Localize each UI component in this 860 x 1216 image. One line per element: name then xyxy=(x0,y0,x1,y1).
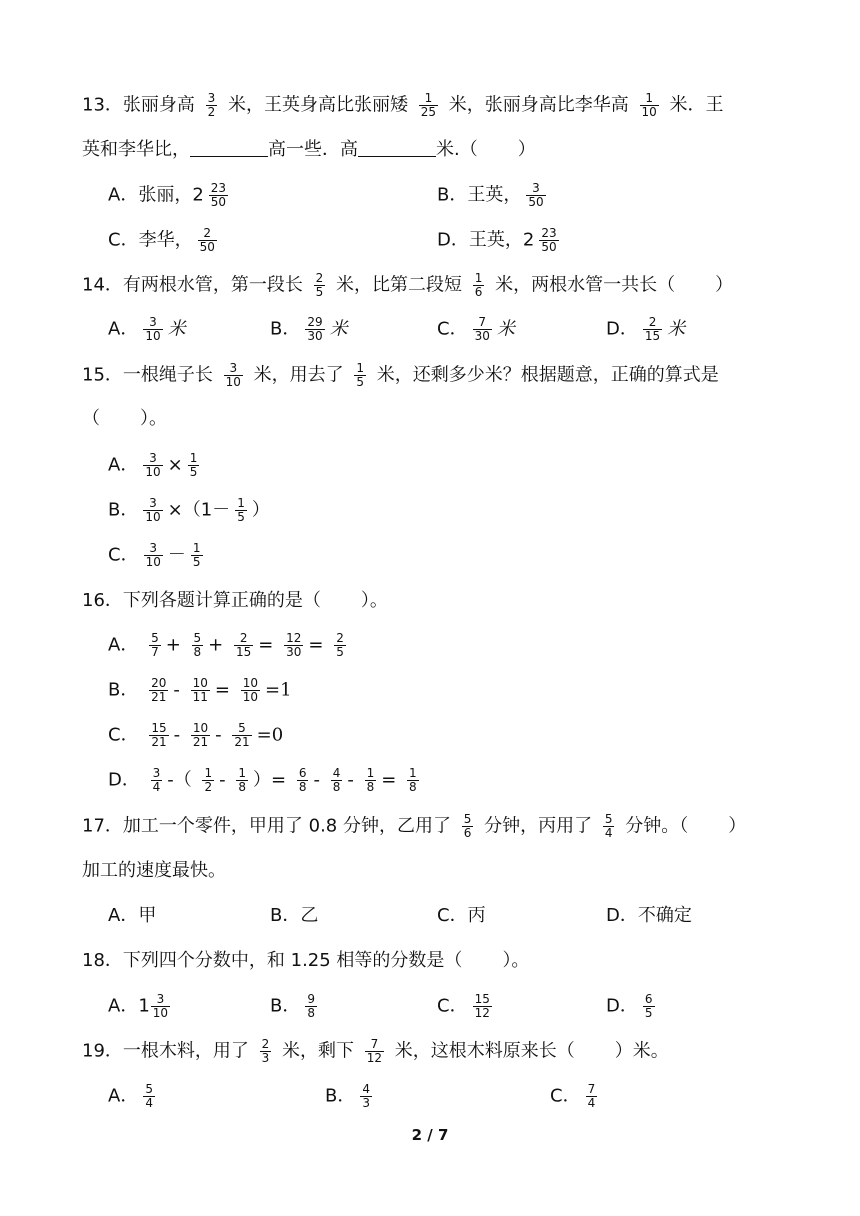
fraction: $\frac{1}{6}$ xyxy=(474,271,483,299)
q13-option-b[interactable]: B．王英， $\frac{3}{50}$ xyxy=(437,181,544,209)
q19-option-c[interactable]: C． $\frac{7}{4}$ xyxy=(550,1082,596,1110)
q16-option-a[interactable]: A． $\frac{5}{7}$ + $\frac{5}{8}$ + $\frac{2}{15}$ = $\frac{12}{30}$ = $\frac{2}{5}$ xyxy=(108,631,344,659)
q15-line2 xyxy=(82,406,790,432)
q14-option-c[interactable]: C． $\frac{7}{30}$ 米 xyxy=(437,315,515,343)
q15-option-b[interactable]: B． $\frac{3}{10}$ ×（1－ $\frac{1}{5}$ ） xyxy=(108,496,270,524)
fraction: $\frac{3}{10}$ xyxy=(225,361,241,389)
q17-text1: 加工一个零件，甲用了 0.8 分钟，乙用了 xyxy=(122,815,451,837)
q13-text1: 张丽身高 xyxy=(122,94,195,116)
q15-close: ）。 xyxy=(140,408,167,429)
q14-number: 14． xyxy=(82,274,123,296)
q18-option-b[interactable]: B． $\frac{9}{8}$ xyxy=(270,992,315,1020)
q13-text3: 米，张丽身高比李华高 xyxy=(448,94,629,116)
q18-option-a[interactable]: A．1 $\frac{3}{10}$ xyxy=(108,992,169,1020)
q18-option-d[interactable]: D． $\frac{6}{5}$ xyxy=(606,992,653,1020)
q18-number: 18． xyxy=(82,950,123,971)
q13-line2 xyxy=(82,137,790,163)
q17-line1 xyxy=(82,813,790,840)
q19-text2: 米，剩下 xyxy=(282,1040,355,1062)
q17-close: ） xyxy=(728,815,747,837)
q13-line1 xyxy=(82,92,790,119)
q14-line1 xyxy=(82,272,790,299)
q19-option-b[interactable]: B． $\frac{4}{3}$ xyxy=(325,1082,370,1110)
q16-close: ）。 xyxy=(360,590,388,611)
answer-blank[interactable] xyxy=(190,138,268,157)
fraction: $\frac{2}{5}$ xyxy=(315,271,324,299)
q16-option-b[interactable]: B． $\frac{20}{21}$ - $\frac{10}{11}$ = $\frac{10}{10}$ =1 xyxy=(108,676,292,704)
q16-number: 16． xyxy=(82,590,123,611)
q13-text4: 米．王 xyxy=(669,94,724,116)
q17-text3: 分钟。（ xyxy=(625,815,689,837)
fraction: $\frac{2}{3}$ xyxy=(261,1037,270,1065)
q13-option-d[interactable]: D．王英，2 $\frac{23}{50}$ xyxy=(437,226,557,254)
q19-text3: 米，这根木料原来长（ xyxy=(394,1040,575,1062)
q19-line1 xyxy=(82,1038,790,1065)
q19-number: 19． xyxy=(82,1040,123,1062)
q18-close: ）。 xyxy=(502,950,530,971)
q14-option-d[interactable]: D． $\frac{2}{15}$ 米 xyxy=(606,315,686,343)
q13-close: ） xyxy=(517,139,536,160)
q13-number: 13． xyxy=(82,94,123,116)
q15-line1 xyxy=(82,362,790,389)
fraction: $\frac{1}{25}$ xyxy=(420,91,437,119)
fraction: $\frac{5}{4}$ xyxy=(604,812,613,840)
fraction: $\frac{1}{10}$ xyxy=(641,91,657,119)
q15-number: 15． xyxy=(82,364,123,386)
q15-text2: 米，用去了 xyxy=(253,364,344,386)
fraction: $\frac{5}{6}$ xyxy=(463,812,472,840)
q14-option-a[interactable]: A． $\frac{3}{10}$ 米 xyxy=(108,315,186,343)
q18-line1 xyxy=(82,948,790,974)
fraction: $\frac{7}{12}$ xyxy=(366,1037,383,1065)
q15-open: （ xyxy=(82,408,100,429)
q16-option-c[interactable]: C． $\frac{15}{21}$ - $\frac{10}{21}$ - $\frac{5}{21}$ =0 xyxy=(108,721,284,749)
answer-blank[interactable] xyxy=(358,138,436,157)
q18-text: 下列四个分数中，和 1.25 相等的分数是（ xyxy=(122,950,463,971)
q15-text1: 一根绳子长 xyxy=(122,364,213,386)
q17-line2: 加工的速度最快。 xyxy=(82,860,226,881)
q15-option-c[interactable]: C． $\frac{3}{10}$ － $\frac{1}{5}$ xyxy=(108,541,201,569)
page-number: 2 / 7 xyxy=(411,1126,449,1144)
q19-close: ）米。 xyxy=(614,1040,669,1062)
q15-option-a[interactable]: A． $\frac{3}{10}$ × $\frac{1}{5}$ xyxy=(108,451,198,479)
q13-line2-text-c: 米.（ xyxy=(436,139,478,160)
q17-option-a[interactable]: A．甲 xyxy=(108,905,157,926)
q17-option-d[interactable]: D．不确定 xyxy=(606,905,692,926)
q16-line1 xyxy=(82,588,790,614)
q14-text3: 米，两根水管一共长（ xyxy=(495,274,676,296)
q17-number: 17． xyxy=(82,815,123,837)
q14-option-b[interactable]: B． $\frac{29}{30}$ 米 xyxy=(270,315,348,343)
q19-option-a[interactable]: A． $\frac{5}{4}$ xyxy=(108,1082,153,1110)
q17-text2: 分钟，丙用了 xyxy=(484,815,593,837)
fraction: $\frac{1}{5}$ xyxy=(356,361,365,389)
q17-option-b[interactable]: B．乙 xyxy=(270,905,319,926)
q19-text1: 一根木料，用了 xyxy=(122,1040,249,1062)
q16-text: 下列各题计算正确的是（ xyxy=(122,590,321,611)
q13-text2: 米，王英身高比张丽矮 xyxy=(228,94,409,116)
q18-option-c[interactable]: C． $\frac{15}{12}$ xyxy=(437,992,490,1020)
q14-close: ） xyxy=(715,274,734,296)
q13-line2-text-a: 英和李华比， xyxy=(82,139,190,160)
q13-option-c[interactable]: C．李华， $\frac{2}{50}$ xyxy=(108,226,215,254)
q17-option-c[interactable]: C．丙 xyxy=(437,905,486,926)
q16-option-d[interactable]: D． $\frac{3}{4}$ -（ $\frac{1}{2}$ - $\frac{1}{8}$ ）= $\frac{6}{8}$ - $\frac{4}{8}$ - $\frac{1}{8}$ = $\frac{1}{8}$ xyxy=(108,766,417,794)
q13-option-a[interactable]: A．张丽，2 $\frac{23}{50}$ xyxy=(108,181,227,209)
q14-text1: 有两根水管，第一段长 xyxy=(122,274,303,296)
q14-text2: 米，比第二段短 xyxy=(336,274,463,296)
q15-text3: 米，还剩多少米？根据题意，正确的算式是 xyxy=(376,364,719,386)
q13-line2-text-b: 高一些．高 xyxy=(268,139,358,160)
fraction: $\frac{3}{2}$ xyxy=(207,91,216,119)
